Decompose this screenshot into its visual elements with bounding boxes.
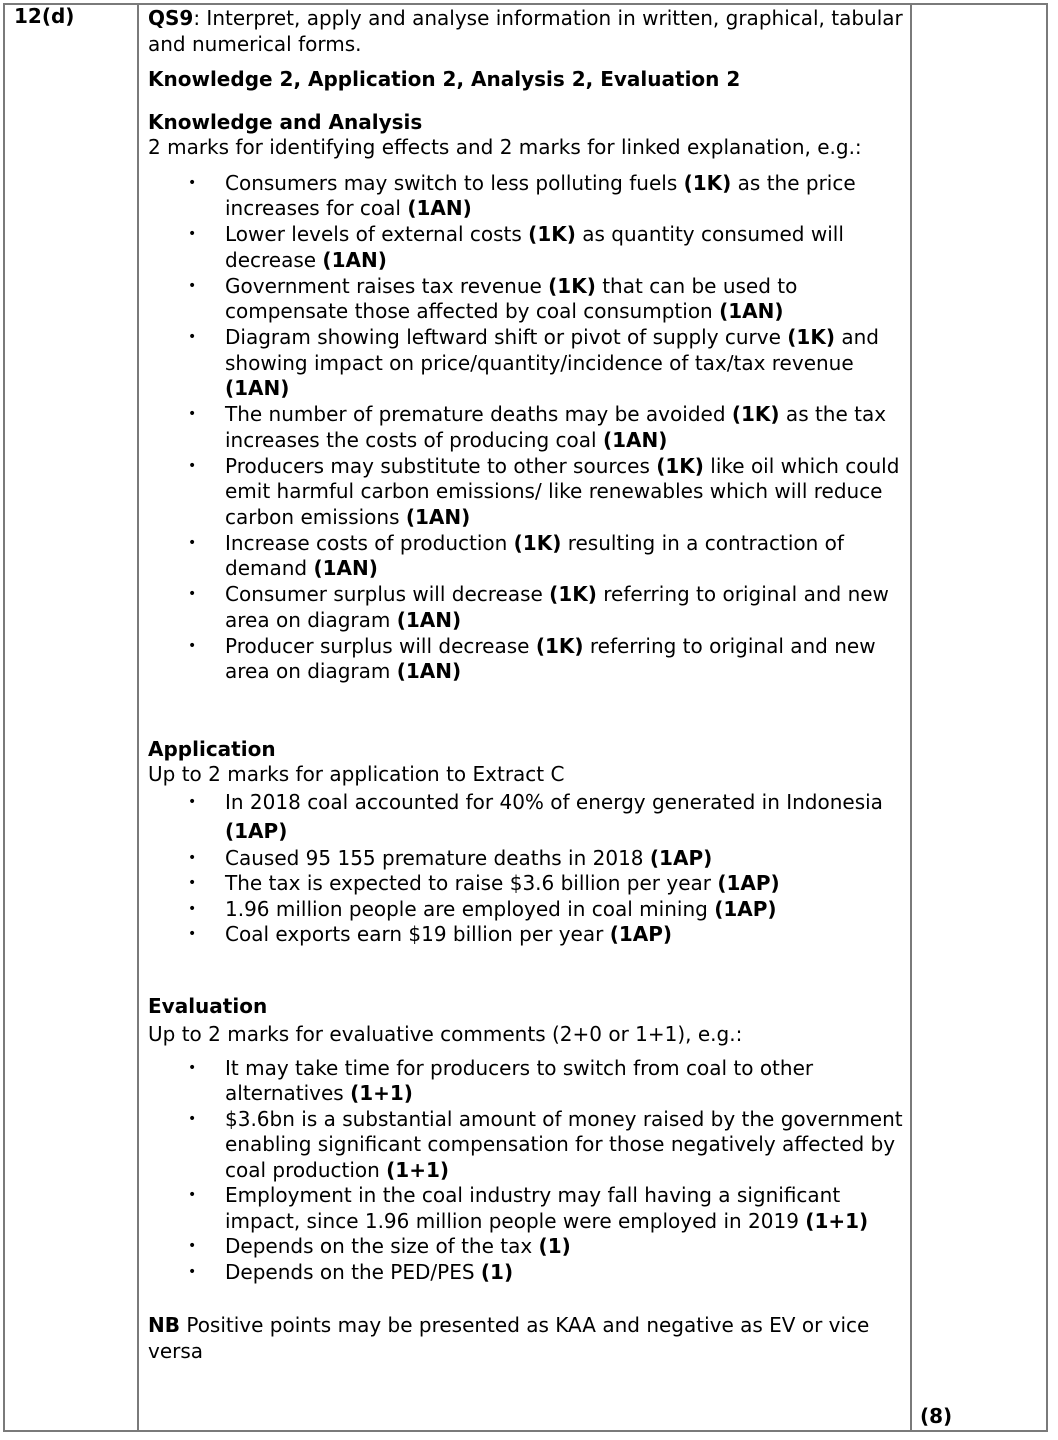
item-text: Increase costs of production <box>225 530 514 555</box>
item-text: Depends on the size of the tax <box>225 1234 539 1258</box>
list-item <box>148 788 903 846</box>
item-text: $3.6bn is a substantial amount of money raised by the government enabling significant compensation for those negatively affected by coal production <box>225 1106 903 1182</box>
mark-code: (1AN) <box>396 659 462 683</box>
mark-code: (1K) <box>787 325 835 349</box>
item-text: as quantity consumed will decrease <box>225 222 844 272</box>
item-text: Caused 95 155 premature deaths in 2018 <box>225 845 650 870</box>
list-item <box>148 1107 903 1184</box>
item-text: Diagram showing leftward shift or pivot of supply curve <box>225 325 788 349</box>
list-item <box>148 325 903 402</box>
list-item <box>148 1260 903 1286</box>
mark-code: (1K) <box>656 453 704 478</box>
item-text: as the tax increases the costs of producing coal <box>225 402 887 452</box>
item-text: that can be used to compensate those affected by coal consumption <box>225 273 798 323</box>
list-item <box>148 634 903 685</box>
mark-code: (1AN) <box>719 299 784 323</box>
item-text: Depends on the PED/PES <box>225 1259 481 1284</box>
nb-note <box>148 1313 888 1364</box>
item-text: 1.96 million people are employed in coal mining <box>225 896 715 921</box>
mark-code: (1AP) <box>609 922 673 946</box>
item-text: Employment in the coal industry may fall having a significant impact, since 1.96 million people were employed in 2019 <box>225 1183 841 1233</box>
mark-code: (1AP) <box>649 845 713 870</box>
list-item <box>148 171 903 222</box>
list-item <box>148 582 903 633</box>
weighting: Knowledge 2, Application 2, Analysis 2, Evaluation 2 <box>148 67 741 91</box>
qs-statement <box>148 6 903 57</box>
item-text: referring to original and new area on diagram <box>225 633 876 683</box>
item-text: resulting in a contraction of demand <box>225 530 844 580</box>
list-item <box>148 1234 903 1260</box>
column-divider <box>137 5 139 1430</box>
list-item <box>148 222 903 273</box>
total-marks: (8) <box>920 1404 953 1428</box>
item-text: as the price increases for coal <box>225 170 856 220</box>
mark-code: (1AP) <box>225 818 288 843</box>
list-item <box>148 454 903 531</box>
nb-text: Positive points may be presented as KAA and negative as EV or vice versa <box>148 1313 870 1363</box>
item-text: Producers may substitute to other sources <box>225 453 657 478</box>
item-text: Coal exports earn $19 billion per year <box>225 922 610 946</box>
mark-code: (1K) <box>731 402 780 426</box>
mark-code: (1+1) <box>805 1208 869 1233</box>
mark-code: (1K) <box>528 222 576 246</box>
mark-code: (1) <box>538 1234 571 1258</box>
evaluation-description: Up to 2 marks for evaluative comments (2+0 or 1+1), e.g.: <box>148 1022 743 1046</box>
qs-label: QS9 <box>148 6 194 30</box>
item-text: In 2018 coal accounted for 40% of energy generated in Indonesia <box>225 789 883 814</box>
qs-text: : Interpret, apply and analyse information in written, graphical, tabular and numerical forms. <box>148 6 903 56</box>
column-divider <box>910 5 912 1430</box>
mark-code: (1K) <box>549 582 597 606</box>
list-item <box>148 531 903 582</box>
list-item <box>148 922 903 948</box>
evaluation-heading: Evaluation <box>148 993 268 1018</box>
item-text: referring to original and new area on diagram <box>225 582 889 632</box>
item-text: Consumer surplus will decrease <box>225 582 550 606</box>
nb-label: NB <box>148 1313 180 1337</box>
list-item <box>148 871 903 897</box>
mark-code: (1AN) <box>396 607 462 632</box>
list-item <box>148 274 903 325</box>
mark-code: (1+1) <box>350 1081 413 1105</box>
item-text: like oil which could emit harmful carbon emissions/ like renewables which will reduce carbon emissions <box>225 453 900 529</box>
item-text: The tax is expected to raise $3.6 billion per year <box>225 871 718 895</box>
mark-code: (1AN) <box>405 504 471 529</box>
mark-code: (1K) <box>548 273 596 298</box>
application-list <box>148 788 903 948</box>
mark-code: (1AN) <box>407 196 472 220</box>
mark-code: (1+1) <box>386 1157 450 1182</box>
application-heading: Application <box>148 736 276 761</box>
list-item <box>148 897 903 923</box>
mark-code: (1AP) <box>714 896 777 921</box>
mark-code: (1AN) <box>313 556 378 580</box>
list-item <box>148 1056 903 1107</box>
mark-code: (1K) <box>513 530 562 555</box>
item-text: Lower levels of external costs <box>225 222 529 246</box>
item-text: Consumers may switch to less polluting fuels <box>225 170 684 195</box>
knowledge-analysis-heading: Knowledge and Analysis <box>148 109 423 134</box>
knowledge-analysis-list <box>148 171 903 685</box>
evaluation-list <box>148 1056 903 1286</box>
item-text: Government raises tax revenue <box>225 273 549 298</box>
item-text: Producer surplus will decrease <box>225 633 536 658</box>
mark-code: (1K) <box>683 170 732 195</box>
list-item <box>148 1183 903 1234</box>
list-item <box>148 402 903 453</box>
mark-code: (1) <box>480 1259 514 1284</box>
mark-code: (1AN) <box>602 427 668 452</box>
item-text: It may take time for producers to switch from coal to other alternatives <box>225 1055 814 1105</box>
mark-code: (1AN) <box>322 247 387 272</box>
mark-code: (1K) <box>535 633 584 658</box>
application-description: Up to 2 marks for application to Extract C <box>148 762 565 786</box>
guidance-column <box>148 6 903 1364</box>
item-text: and showing impact on price/quantity/incidence of tax/tax revenue <box>225 325 879 375</box>
item-text: The number of premature deaths may be avoided <box>225 402 732 426</box>
question-number: 12(d) <box>14 4 75 28</box>
knowledge-analysis-description: 2 marks for identifying effects and 2 marks for linked explanation, e.g.: <box>148 135 862 159</box>
mark-code: (1AP) <box>717 871 780 895</box>
list-item <box>148 846 903 872</box>
mark-code: (1AN) <box>225 376 290 400</box>
